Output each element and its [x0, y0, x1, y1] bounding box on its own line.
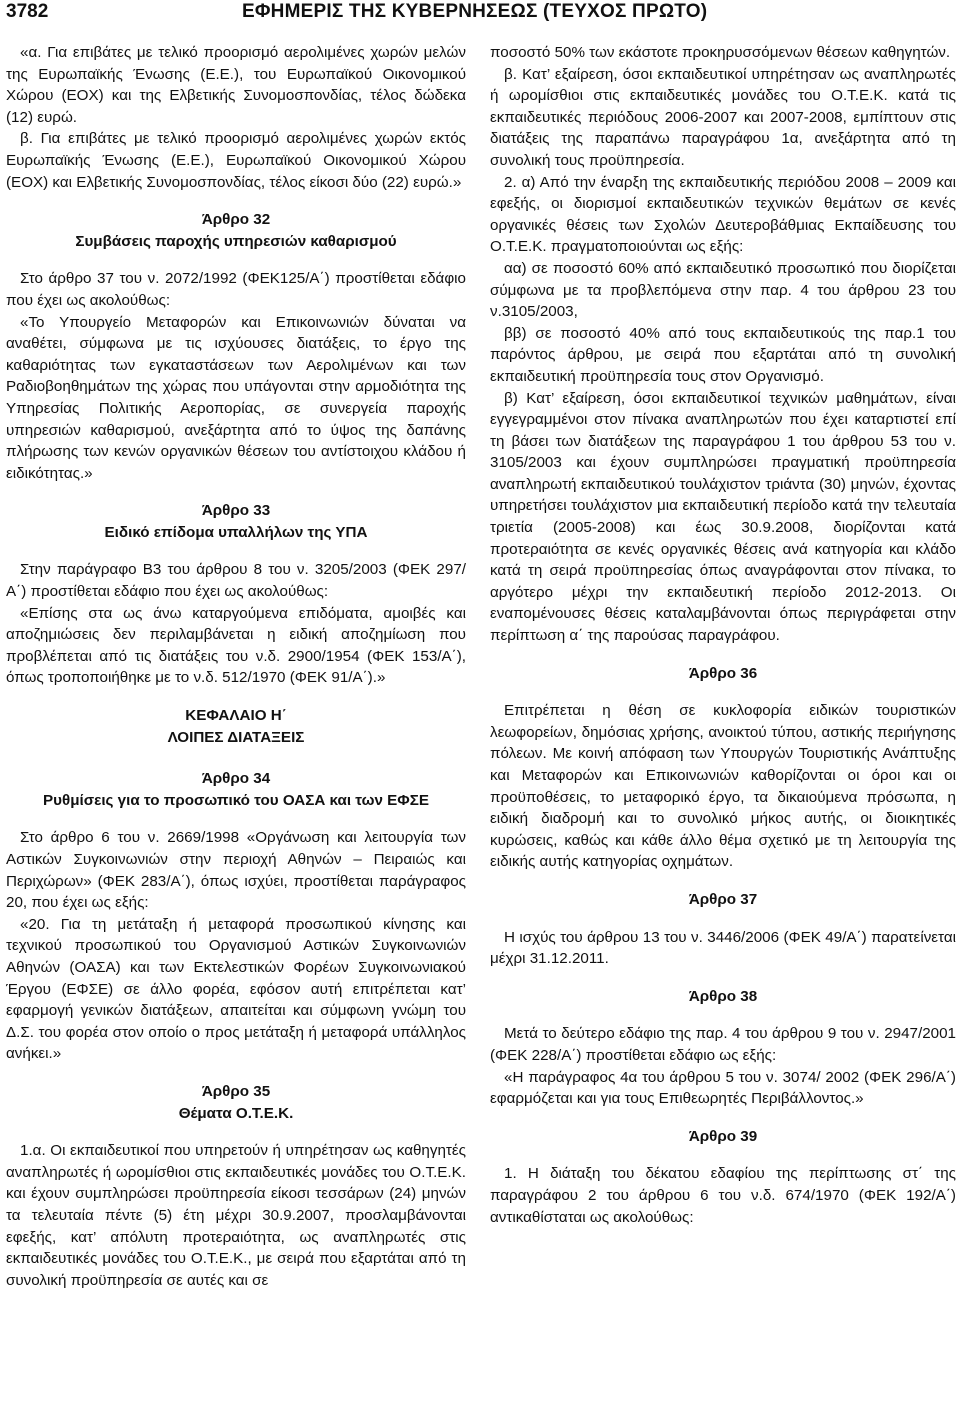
paragraph: β) Κατ’ εξαίρεση, όσοι εκπαιδευτικοί τεχνικών μαθημάτων, είναι εγγεγραμμένοι στον πίνακα αναπληρωτών που έχει καταρτιστεί επί τη βάσει των διατάξεων της παραγράφου 1 του άρθρου 53 του ν. 3105/2003 και έχουν συμπληρώσει πραγματική προϋπηρεσία αναπληρωτή εκπαιδευτικού τουλάχιστον τριάντα (30) μηνών, έχοντας υπηρετήσει τουλάχιστον μια εκπαιδευτική περίοδο κατά την τελευταία τριετία (2005-2008) και έως 30.9.2008, διορίζονται κατά προτεραιότητα σε κενές οργανικές θέσεις ανά κατηγορία και κλάδο κατά τη σειρά προϋπηρεσίας όπως αναγράφονται στον πίνακα, το αργότερο μέχρι την εκπαιδευτική περίοδο 2012-2013. Οι εναπομένουσες θέσεις καταλαμβάνονται όπως περιγράφεται στην περίπτωση α΄ της παρούσας παραγράφου.	[490, 389, 956, 645]
chapter-title: ΚΕΦΑΛΑΙΟ Η΄	[185, 707, 287, 725]
article-title: Άρθρο 32	[201, 211, 271, 229]
paragraph: β. Κατ’ εξαίρεση, όσοι εκπαιδευτικοί υπηρέτησαν ως αναπληρωτές ή ωρομίσθιοι στις εκπαιδευτικές μονάδες του Ο.Τ.Ε.Κ. κατά τις εκπαιδευτικές περιόδους 2006-2007 και 2007-2008, εμπίπτουν στις διατάξεις της παραπάνω παραγράφου 1α, ανεξάρτητα από τη συνολική τους προϋπηρεσία.	[490, 65, 956, 169]
paragraph: Μετά το δεύτερο εδάφιο της παρ. 4 του άρθρου 9 του ν. 2947/2001 (ΦΕΚ 228/Α΄) προστίθεται εδάφιο ως εξής:	[490, 1025, 956, 1064]
article-subtitle: Συμβάσεις παροχής υπηρεσιών καθαρισμού	[75, 232, 397, 250]
paragraph: β. Για επιβάτες με τελικό προορισμό αερολιμένες χωρών εκτός Ευρωπαϊκής Ένωσης (Ε.Ε.), Ευρωπαϊκού Οικονομικού Χώρου (ΕΟΧ) και Ελβετικής Συνομοσπονδίας, τέλος είκοσι δύο (22) ευρώ.»	[6, 130, 466, 191]
paragraph: 1.α. Οι εκπαιδευτικοί που υπηρετούν ή υπηρέτησαν ως καθηγητές αναπληρωτές ή ωρομίσθιοι στις εκπαιδευτικές μονάδες του Ο.Τ.Ε.Κ. και έχουν συμπληρώσει προϋπηρεσία είκοσι τεσσάρων (24) μηνών τα τελευταία πέντε (5) έτη μέχρι 30.9.2007, προσλαμβάνονται εφεξής, κατ’ απόλυτη προτεραιότητα, ως αναπληρωτές στις εκπαιδευτικές μονάδες του Ο.Τ.Ε.Κ., με σειρά που εξαρτάται από τη συνολική προϋπηρεσία σε αυτές και σε	[6, 1142, 466, 1289]
paragraph: ποσοστό 50% των εκάστοτε προκηρυσσόμενων θέσεων καθηγητών.	[490, 44, 951, 61]
paragraph: αα) σε ποσοστό 60% από εκπαιδευτικό προσωπικό που διορίζεται σύμφωνα με τα προβλεπόμενα στην παρ. 4 του άρθρου 23 του ν.3105/2003,	[490, 259, 956, 321]
page-number: 3782	[6, 1, 49, 22]
chapter-subtitle: ΛΟΙΠΕΣ ΔΙΑΤΑΞΕΙΣ	[167, 728, 305, 746]
paragraph: Στο άρθρο 37 του ν. 2072/1992 (ΦΕΚ125/Α΄) προστίθεται εδάφιο που έχει ως ακολούθως:	[6, 270, 466, 309]
paragraph: «Επίσης στα ως άνω καταργούμενα επιδόματα, αμοιβές και αποζημιώσεις δεν περιλαμβάνεται η ειδική αποζημίωση που προβλέπεται από τις διατάξεις του ν.δ. 2900/1954 (ΦΕΚ 153/Α΄), όπως τροποποιήθηκε με το ν.δ. 512/1970 (ΦΕΚ 91/Α΄).»	[6, 604, 466, 687]
paragraph: Στο άρθρο 6 του ν. 2669/1998 «Οργάνωση και λειτουργία των Αστικών Συγκοινωνιών στην περιοχή Αθηνών – Πειραιώς και Περιχώρων» (ΦΕΚ 283/Α΄), όπως ισχύει, προστίθεται παράγραφος 20, που έχει ως εξής:	[6, 829, 466, 912]
article-title: Άρθρο 33	[201, 502, 271, 520]
paragraph: ββ) σε ποσοστό 40% από τους εκπαιδευτικούς της παρ.1 του παρόντος άρθρου, με σειρά που εξαρτάται από τη συνολική εκπαιδευτική προϋπηρεσία τους στον Οργανισμό.	[490, 324, 956, 385]
paragraph: Στην παράγραφο Β3 του άρθρου 8 του ν. 3205/2003 (ΦΕΚ 297/Α΄) προστίθεται εδάφιο που έχει ως ακολούθως:	[6, 561, 466, 601]
left-column	[6, 42, 466, 1291]
right-column	[490, 42, 956, 1228]
article-title: Άρθρο 34	[201, 770, 271, 788]
paragraph: «Το Υπουργείο Μεταφορών και Επικοινωνιών δύναται να αναθέτει, σύμφωνα με τις ισχύουσες διατάξεις, το έργο της καθαριότητας των εγκαταστάσεων των Αερολιμένων και των Ραδιοβοηθημάτων της χώρας που υπάγονται στην αρμοδιότητα της Υπηρεσίας Πολιτικής Αεροπορίας, σε συνεργεία παροχής υπηρεσιών καθαρισμού, ανεξάρτητα από το ύψος της δαπάνης πλήρωσης των κενών οργανικών θέσεων του αντίστοιχου κλάδου ή ειδικότητας.»	[6, 313, 466, 482]
paragraph: Επιτρέπεται η θέση σε κυκλοφορία ειδικών τουριστικών λεωφορείων, δημόσιας χρήσης, ανοικτού τύπου, αστικής περιήγησης πόλεων. Με κοινή απόφαση των Υπουργών Τουριστικής Ανάπτυξης και Μεταφορών και Επικοινωνιών καθορίζονται οι όροι και οι προϋποθέσεις, το μεταφορικό έργο, τα δικαιούμενα πρόσωπα, η ειδική διαδρομή και το συνολικό μήκος αυτής, οι διοικητικές κυρώσεις, καθώς και κάθε άλλο θέμα σχετικό με τη λειτουργία της ειδικής αυτής κατηγορίας οχημάτων.	[490, 702, 956, 871]
page-header	[0, 0, 960, 30]
gazette-title: ΕΦΗΜΕΡΙΣ ΤΗΣ ΚΥΒΕΡΝΗΣΕΩΣ (ΤΕΥΧΟΣ ΠΡΩΤΟ)	[242, 1, 708, 22]
article-title: Άρθρο 38	[688, 987, 758, 1005]
paragraph: Η ισχύς του άρθρου 13 του ν. 3446/2006 (ΦΕΚ 49/Α΄) παρατείνεται μέχρι 31.12.2011.	[490, 928, 956, 968]
paragraph: 2. α) Από την έναρξη της εκπαιδευτικής περιόδου 2008 – 2009 και εφεξής, οι διορισμοί εκπαιδευτικών τεχνικών θεμάτων σε κενές οργανικές θέσεις των Σχολών Δευτεροβάθμιας Εκπαίδευσης του Ο.Τ.Ε.Κ. πραγματοποιούνται ως εξής:	[490, 173, 956, 256]
article-title: Άρθρο 39	[688, 1127, 758, 1145]
paragraph: 1. Η διάταξη του δέκατου εδαφίου της περίπτωσης στ΄ της παραγράφου 2 του άρθρου 6 του ν.δ. 674/1970 (ΦΕΚ 192/Α΄) αντικαθίσταται ως ακολούθως:	[490, 1165, 956, 1226]
paragraph: «Η παράγραφος 4α του άρθρου 5 του ν. 3074/ 2002 (ΦΕΚ 296/Α΄) εφαρμόζεται και για τους Επιθεωρητές Περιβάλλοντος.»	[490, 1068, 956, 1108]
article-title: Άρθρο 36	[688, 664, 758, 682]
paragraph: «α. Για επιβάτες με τελικό προορισμό αερολιμένες χωρών μελών της Ευρωπαϊκής Ένωσης (Ε.Ε.), του Ευρωπαϊκού Οικονομικού Χώρου (ΕΟΧ) και της Ελβετικής Συνομοσπονδίας, τέλος δώδεκα (12) ευρώ.	[6, 44, 466, 126]
article-subtitle: Ειδικό επίδομα υπαλλήλων της ΥΠΑ	[104, 523, 368, 541]
paragraph: «20. Για τη μετάταξη ή μεταφορά προσωπικού κίνησης και τεχνικού προσωπικού του Οργανισμού Αστικών Συγκοινωνιών Αθηνών (ΟΑΣΑ) και των Εκτελεστικών Φορέων Συγκοινωνιακού Έργου (ΕΦΣΕ) σε άλλο φορέα, εφόσον αυτή επιτρέπεται κατ’ εφαρμογή γενικών διατάξεων, απαιτείται και σύμφωνη γνώμη του Δ.Σ. του φορέα στον οποίο ο προς μετάταξη ή μεταφορά υπάλληλος ανήκει.»	[6, 915, 466, 1063]
article-title: Άρθρο 37	[688, 890, 758, 908]
article-title: Άρθρο 35	[201, 1082, 271, 1100]
article-subtitle: Ρυθμίσεις για το προσωπικό του ΟΑΣΑ και των ΕΦΣΕ	[43, 791, 429, 809]
article-subtitle: Θέματα Ο.Τ.Ε.Κ.	[178, 1104, 294, 1122]
